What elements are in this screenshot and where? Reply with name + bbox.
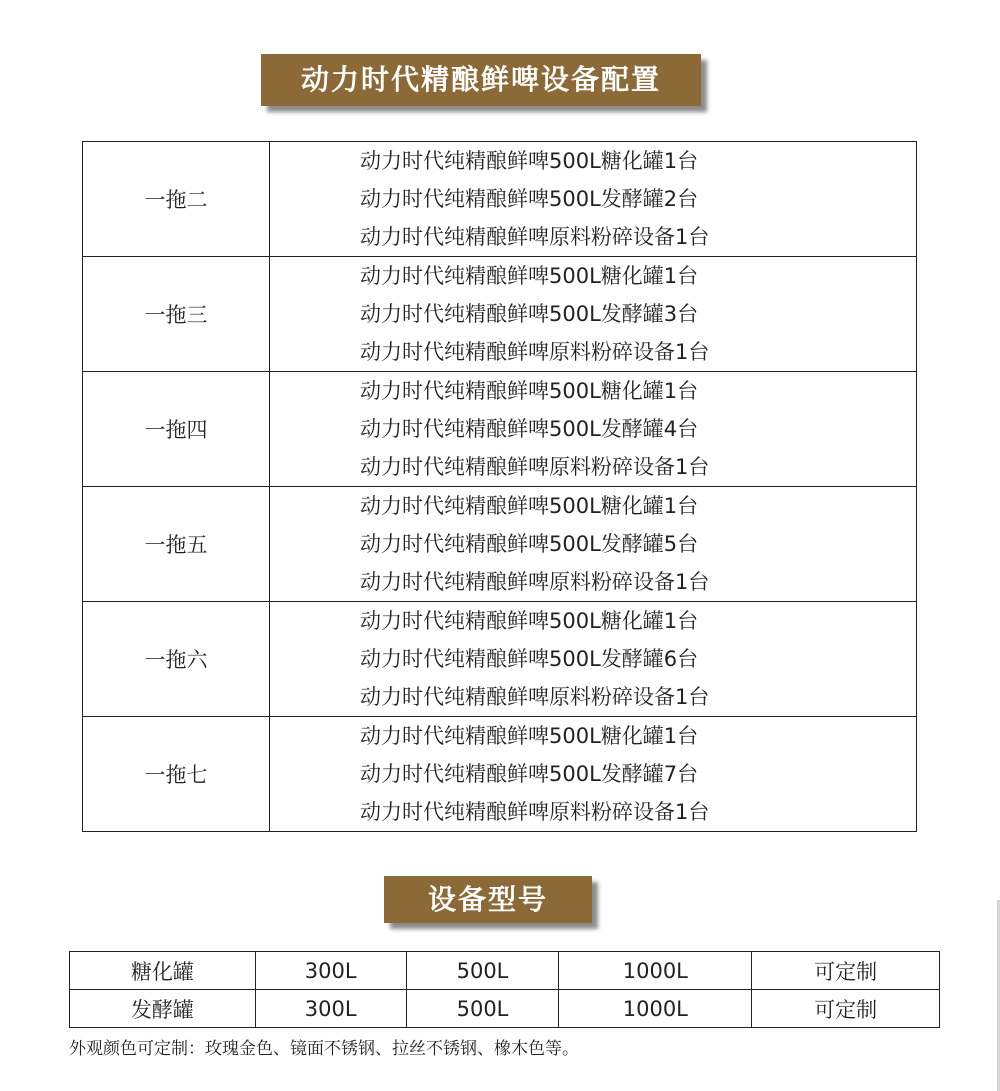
- config-items: [270, 717, 917, 832]
- model-cell: 糖化罐: [70, 952, 256, 990]
- config-item: 动力时代纯精酿鲜啤500L糖化罐1台: [360, 724, 699, 748]
- model-cell: 可定制: [752, 990, 940, 1028]
- config-table: [82, 141, 917, 832]
- config-items: [270, 602, 917, 717]
- config-item: 动力时代纯精酿鲜啤500L糖化罐1台: [360, 264, 699, 288]
- config-item: 动力时代纯精酿鲜啤500L糖化罐1台: [360, 494, 699, 518]
- config-item: 动力时代纯精酿鲜啤500L发酵罐4台: [360, 417, 699, 441]
- config-name: 一拖五: [83, 487, 270, 602]
- models-title-banner: 设备型号: [384, 876, 592, 923]
- config-item: 动力时代纯精酿鲜啤原料粉碎设备1台: [360, 570, 710, 594]
- model-cell: 1000L: [559, 990, 752, 1028]
- config-item: 动力时代纯精酿鲜啤原料粉碎设备1台: [360, 685, 710, 709]
- config-items: [270, 257, 917, 372]
- model-row: [70, 990, 940, 1028]
- config-item: 动力时代纯精酿鲜啤500L发酵罐2台: [360, 187, 699, 211]
- config-item: 动力时代纯精酿鲜啤原料粉碎设备1台: [360, 340, 710, 364]
- config-item: 动力时代纯精酿鲜啤500L糖化罐1台: [360, 149, 699, 173]
- config-title-banner: 动力时代精酿鲜啤设备配置: [261, 54, 701, 106]
- config-items: [270, 142, 917, 257]
- config-name: 一拖四: [83, 372, 270, 487]
- config-name: 一拖七: [83, 717, 270, 832]
- config-items: [270, 372, 917, 487]
- config-item: 动力时代纯精酿鲜啤500L发酵罐5台: [360, 532, 699, 556]
- model-cell: 500L: [406, 990, 559, 1028]
- config-name: 一拖二: [83, 142, 270, 257]
- model-row: [70, 952, 940, 990]
- config-item: 动力时代纯精酿鲜啤500L发酵罐6台: [360, 647, 699, 671]
- config-name: 一拖三: [83, 257, 270, 372]
- config-item: 动力时代纯精酿鲜啤500L糖化罐1台: [360, 379, 699, 403]
- config-row: [83, 487, 917, 602]
- config-item: 动力时代纯精酿鲜啤原料粉碎设备1台: [360, 225, 710, 249]
- config-item: 动力时代纯精酿鲜啤原料粉碎设备1台: [360, 455, 710, 479]
- config-name: 一拖六: [83, 602, 270, 717]
- config-item: 动力时代纯精酿鲜啤500L发酵罐7台: [360, 762, 699, 786]
- config-item: 动力时代纯精酿鲜啤原料粉碎设备1台: [360, 800, 710, 824]
- model-cell: 1000L: [559, 952, 752, 990]
- model-cell: 发酵罐: [70, 990, 256, 1028]
- config-row: [83, 372, 917, 487]
- config-row: [83, 717, 917, 832]
- config-item: 动力时代纯精酿鲜啤500L糖化罐1台: [360, 609, 699, 633]
- model-cell: 300L: [255, 990, 406, 1028]
- model-cell: 300L: [255, 952, 406, 990]
- model-cell: 500L: [406, 952, 559, 990]
- config-items: [270, 487, 917, 602]
- config-row: [83, 142, 917, 257]
- config-row: [83, 602, 917, 717]
- model-table: [69, 951, 940, 1028]
- config-item: 动力时代纯精酿鲜啤500L发酵罐3台: [360, 302, 699, 326]
- model-cell: 可定制: [752, 952, 940, 990]
- color-note: 外观颜色可定制：玫瑰金色、镜面不锈钢、拉丝不锈钢、橡木色等。: [69, 1039, 579, 1059]
- config-row: [83, 257, 917, 372]
